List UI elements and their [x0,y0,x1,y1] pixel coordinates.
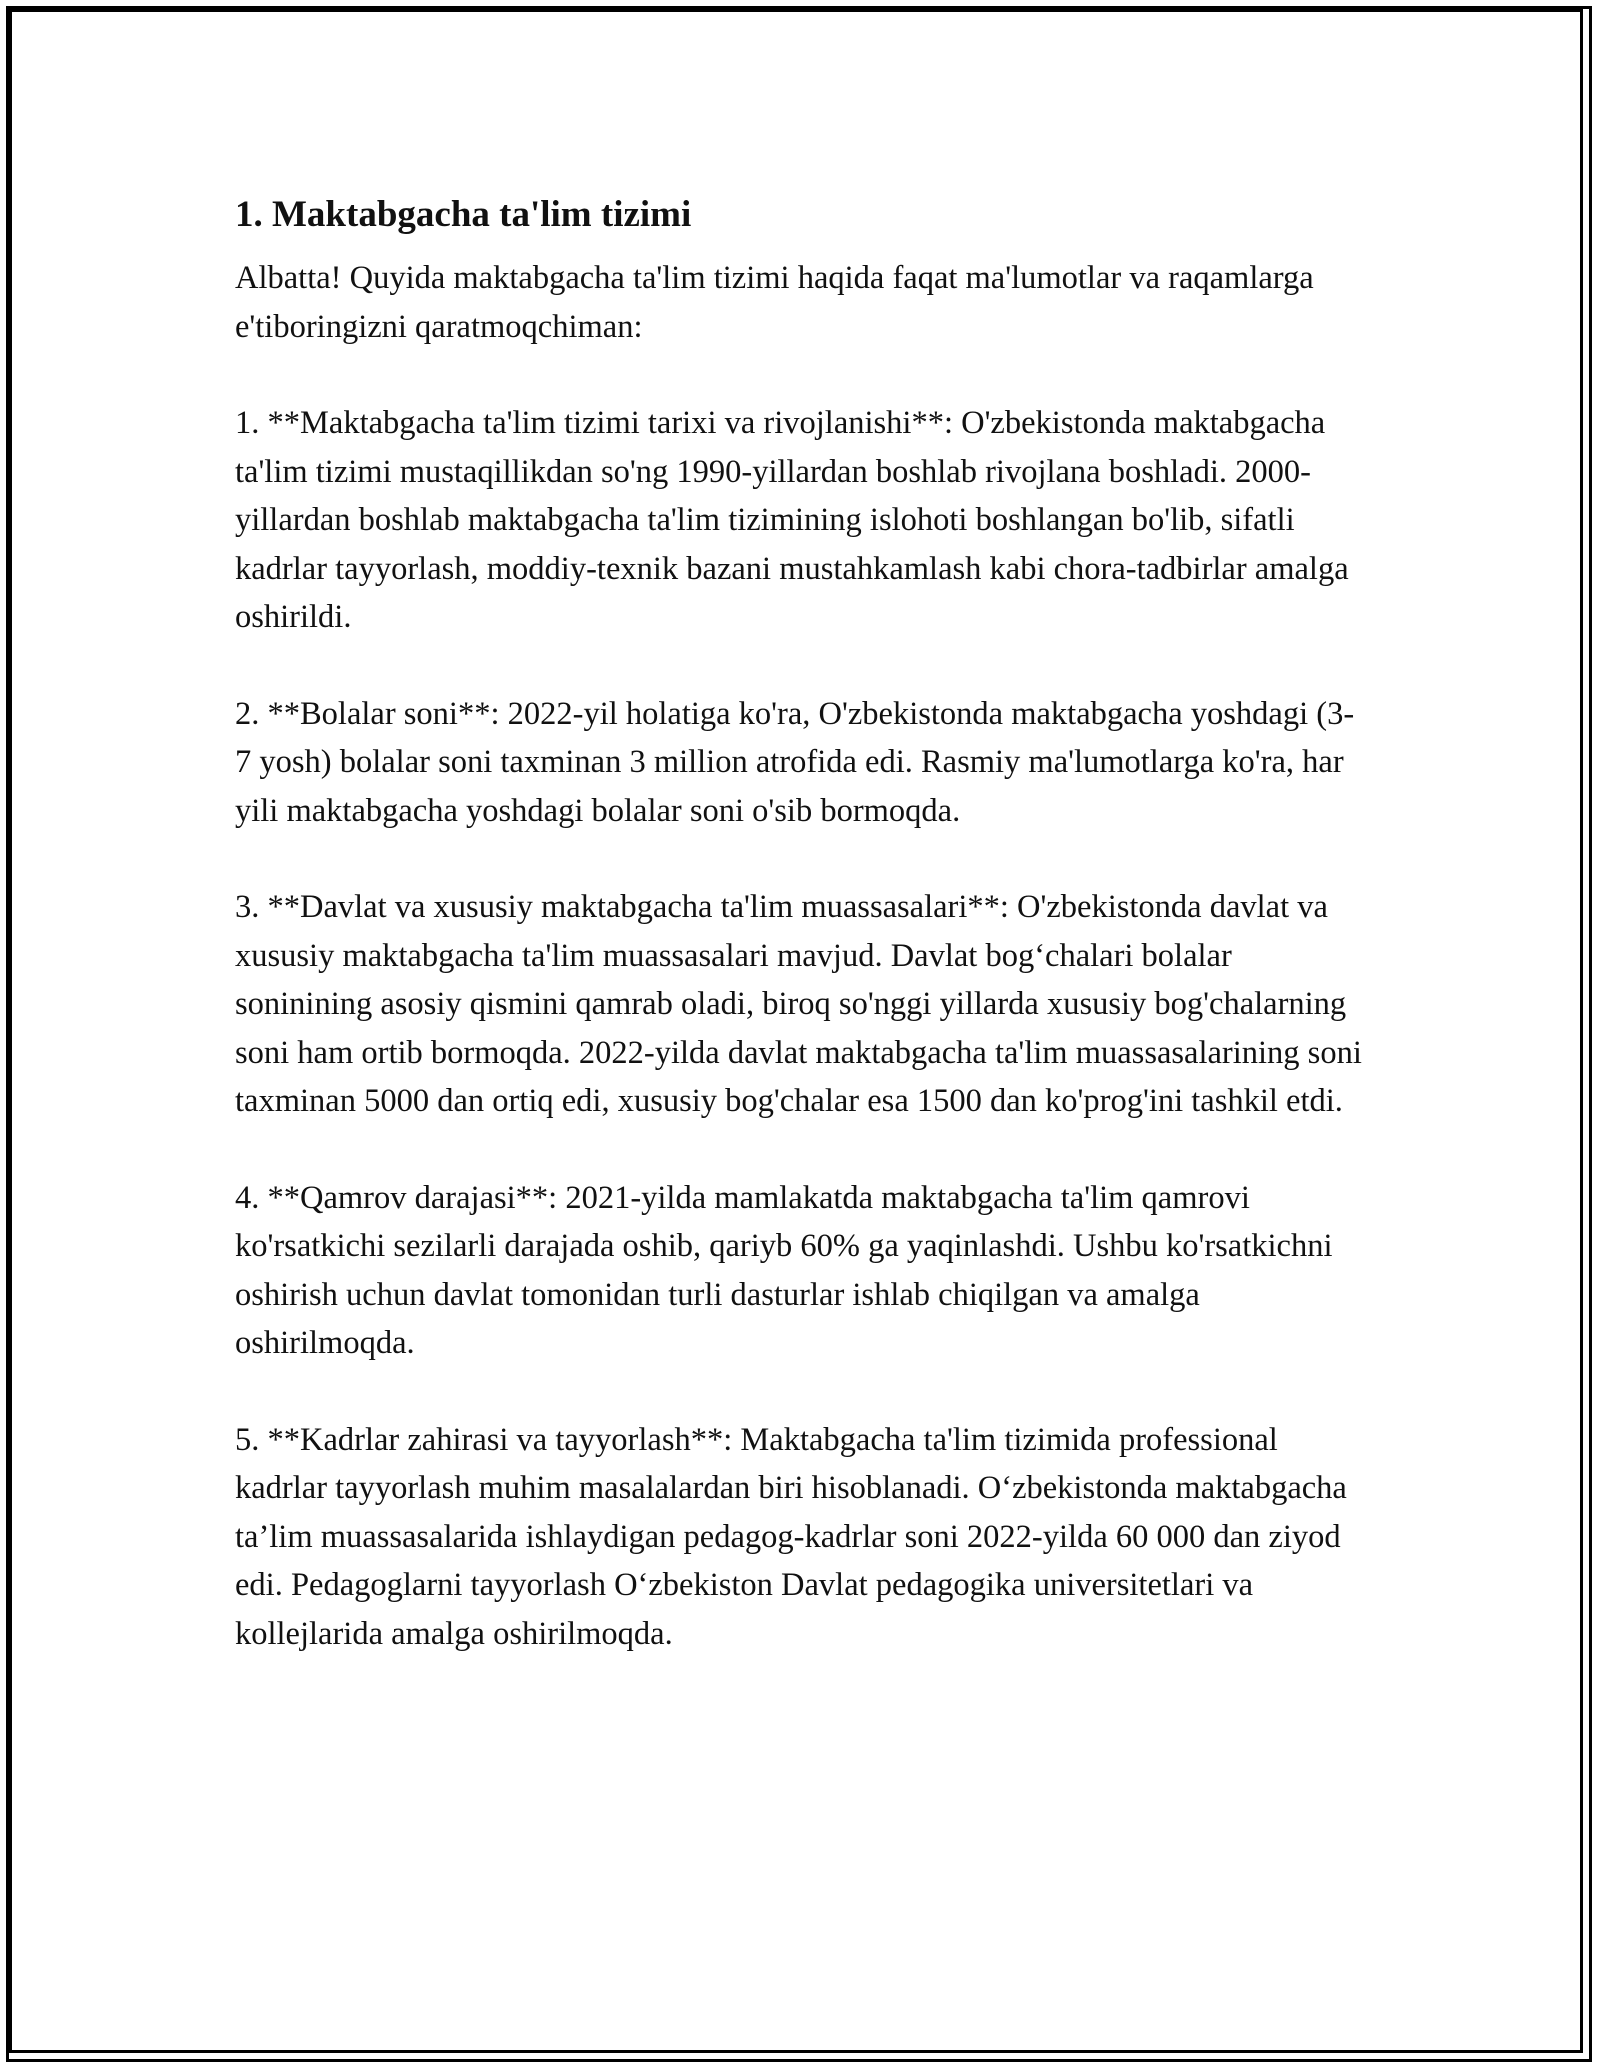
list-item-4: 4. **Qamrov darajasi**: 2021-yilda mamlakatda maktabgacha ta'lim qamrovi ko'rsatkichi sezilarli darajada oshib, qariyb 60% ga yaqinlashdi. Ushbu ko'rsatkichni oshirish uchun davlat tomonidan turli dasturlar ishlab chiqilgan va amalga oshirilmoqda. [235,1179,1333,1361]
intro-paragraph: Albatta! Quyida maktabgacha ta'lim tizimi haqida faqat ma'lumotlar va raqamlarga e'tiboringizni qaratmoqchiman: [235,260,1314,345]
document-body [235,190,1365,1658]
document-title: 1. Maktabgacha ta'lim tizimi [235,194,692,235]
list-item-2: 2. **Bolalar soni**: 2022-yil holatiga ko'ra, O'zbekistonda maktabgacha yoshdagi (3-7 yosh) bolalar soni taxminan 3 million atrofida edi. Rasmiy ma'lumotlarga ko'ra, har yili maktabgacha yoshdagi bolalar soni o'sib bormoqda. [235,695,1355,829]
list-item-1: 1. **Maktabgacha ta'lim tizimi tarixi va rivojlanishi**: O'zbekistonda maktabgacha ta'lim tizimi mustaqillikdan so'ng 1990-yillardan boshlab rivojlana boshladi. 2000-yillardan boshlab maktabgacha ta'lim tizimining islohoti boshlangan bo'lib, sifatli kadrlar tayyorlash, moddiy-texnik bazani mustahkamlash kabi chora-tadbirlar amalga oshirildi. [235,405,1349,635]
list-item-5: 5. **Kadrlar zahirasi va tayyorlash**: Maktabgacha ta'lim tizimida professional kadrlar tayyorlash muhim masalalardan biri hisoblanadi. O‘zbekistonda maktabgacha ta’lim muassasalarida ishlaydigan pedagog-kadrlar soni 2022-yilda 60 000 dan ziyod edi. Pedagoglarni tayyorlash O‘zbekiston Davlat pedagogika universitetlari va kollejlarida amalga oshirilmoqda. [235,1421,1347,1652]
list-item-3: 3. **Davlat va xususiy maktabgacha ta'lim muassasalari**: O'zbekistonda davlat va xususiy maktabgacha ta'lim muassasalari mavjud. Davlat bog‘chalari bolalar soninining asosiy qismini qamrab oladi, biroq so'nggi yillarda xususiy bog'chalarning soni ham ortib bormoqda. 2022-yilda davlat maktabgacha ta'lim muassasalarining soni taxminan 5000 dan ortiq edi, xususiy bog'chalar esa 1500 dan ko'prog'ini tashkil etdi. [235,889,1362,1119]
